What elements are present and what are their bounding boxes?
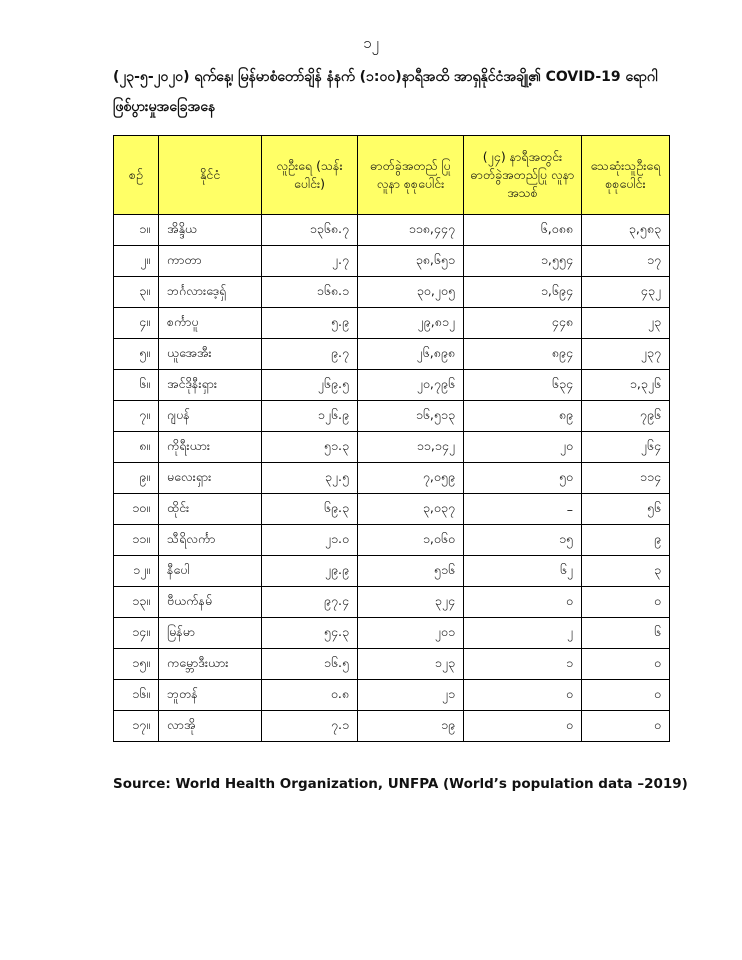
row-new-24h: ၂၀ xyxy=(464,432,582,463)
table-row xyxy=(114,463,670,494)
row-country: အင်ဒိုနီးရှား xyxy=(159,370,262,401)
row-total-deaths: ၀ xyxy=(582,680,670,711)
row-country: လာအို xyxy=(159,711,262,742)
row-total-deaths: ၂၆၄ xyxy=(582,432,670,463)
row-country: ဘင်္ဂလားဒေ့ရှ် xyxy=(159,277,262,308)
row-new-24h: ၁၅ xyxy=(464,525,582,556)
row-population: ၂၆၉.၅ xyxy=(262,370,358,401)
row-total-confirmed: ၂၁ xyxy=(358,680,464,711)
table-row xyxy=(114,308,670,339)
row-new-24h: ၈၉ xyxy=(464,401,582,432)
row-country: ထိုင်း xyxy=(159,494,262,525)
row-population: ၁၂၆.၉ xyxy=(262,401,358,432)
table-row xyxy=(114,277,670,308)
row-new-24h: ၀ xyxy=(464,680,582,711)
row-new-24h: ၆၂ xyxy=(464,556,582,587)
row-country: ဘူတန် xyxy=(159,680,262,711)
table-row xyxy=(114,246,670,277)
row-serial: ၁။ xyxy=(114,215,159,246)
row-total-confirmed: ၃၈,၆၅၁ xyxy=(358,246,464,277)
row-total-confirmed: ၂၀၁ xyxy=(358,618,464,649)
header-new-24h: (၂၄) နာရီအတွင်း ဓာတ်ခွဲအတည်ပြု လူနာ အသစ် xyxy=(464,136,582,215)
row-serial: ၉။ xyxy=(114,463,159,494)
row-total-deaths: ၅၆ xyxy=(582,494,670,525)
row-population: ၆၉.၃ xyxy=(262,494,358,525)
row-serial: ၁၃။ xyxy=(114,587,159,618)
document-title: (၂၃-၅-၂၀၂၀) ရက်နေ့၊ မြန်မာစံတော်ချိန် နံနက် (၁:၀၀)နာရီအထိ အာရှနိုင်ငံအချို့၏ COVID-19 ရောဂါ ဖြစ်ပွားမှုအခြေအနေ xyxy=(113,69,658,115)
source-note: Source: World Health Organization, UNFPA (World’s population data –2019) xyxy=(113,776,688,792)
table-row xyxy=(114,618,670,649)
row-total-confirmed: ၅၁၆ xyxy=(358,556,464,587)
row-total-deaths: ၂၃၇ xyxy=(582,339,670,370)
row-total-deaths: ၆ xyxy=(582,618,670,649)
row-serial: ၇။ xyxy=(114,401,159,432)
row-total-confirmed: ၃,၀၃၇ xyxy=(358,494,464,525)
header-country: နိုင်ငံ xyxy=(159,136,262,215)
row-population: ၃၂.၅ xyxy=(262,463,358,494)
row-country: ကိုရီးယား xyxy=(159,432,262,463)
row-country: ကာတာ xyxy=(159,246,262,277)
table-header-row xyxy=(114,136,670,215)
row-total-confirmed: ၁၁၈,၄၄၇ xyxy=(358,215,464,246)
row-serial: ၁၁။ xyxy=(114,525,159,556)
table-row xyxy=(114,649,670,680)
table-row xyxy=(114,339,670,370)
row-new-24h: ၀ xyxy=(464,587,582,618)
table-row xyxy=(114,215,670,246)
row-country: ဗီယက်နမ် xyxy=(159,587,262,618)
row-total-confirmed: ၁၁,၁၄၂ xyxy=(358,432,464,463)
table-row xyxy=(114,432,670,463)
row-total-confirmed: ၁,၀၆၀ xyxy=(358,525,464,556)
row-new-24h: – xyxy=(464,494,582,525)
header-total-deaths: သေဆုံးသူဦးရေ စုစုပေါင်း xyxy=(582,136,670,215)
row-serial: ၁၄။ xyxy=(114,618,159,649)
row-total-confirmed: ၃၂၄ xyxy=(358,587,464,618)
row-population: ၂၁.၀ xyxy=(262,525,358,556)
table-row xyxy=(114,401,670,432)
row-population: ၀.၈ xyxy=(262,680,358,711)
row-total-deaths: ၉ xyxy=(582,525,670,556)
row-total-confirmed: ၁၉ xyxy=(358,711,464,742)
table-body xyxy=(114,215,670,742)
row-population: ၇.၁ xyxy=(262,711,358,742)
row-total-deaths: ၁,၃၂၆ xyxy=(582,370,670,401)
row-serial: ၂။ xyxy=(114,246,159,277)
row-new-24h: ၅၀ xyxy=(464,463,582,494)
row-population: ၁၆.၅ xyxy=(262,649,358,680)
row-new-24h: ၁,၆၉၄ xyxy=(464,277,582,308)
covid-data-table xyxy=(113,135,670,742)
table-row xyxy=(114,525,670,556)
row-population: ၅၁.၃ xyxy=(262,432,358,463)
row-country: မလေးရှား xyxy=(159,463,262,494)
row-country: နီပေါ xyxy=(159,556,262,587)
row-serial: ၁၆။ xyxy=(114,680,159,711)
row-total-deaths: ၀ xyxy=(582,711,670,742)
row-serial: ၈။ xyxy=(114,432,159,463)
row-population: ၂.၇ xyxy=(262,246,358,277)
row-total-confirmed: ၇,၀၅၉ xyxy=(358,463,464,494)
table-row xyxy=(114,680,670,711)
row-serial: ၁၅။ xyxy=(114,649,159,680)
row-total-deaths: ၃,၅၈၃ xyxy=(582,215,670,246)
header-population: လူဦးရေ (သန်းပေါင်း) xyxy=(262,136,358,215)
table-row xyxy=(114,556,670,587)
row-country: အိန္ဒိယ xyxy=(159,215,262,246)
row-country: စင်္ကာပူ xyxy=(159,308,262,339)
row-new-24h: ၁,၅၅၄ xyxy=(464,246,582,277)
row-total-confirmed: ၂၀,၇၉၆ xyxy=(358,370,464,401)
row-serial: ၅။ xyxy=(114,339,159,370)
row-new-24h: ၀ xyxy=(464,711,582,742)
row-country: ကမ္ဘောဒီးယား xyxy=(159,649,262,680)
row-total-confirmed: ၁၆,၅၁၃ xyxy=(358,401,464,432)
row-serial: ၁၀။ xyxy=(114,494,159,525)
row-new-24h: ၆,၀၈၈ xyxy=(464,215,582,246)
table-row xyxy=(114,587,670,618)
row-country: သီရိလင်္ကာ xyxy=(159,525,262,556)
row-total-confirmed: ၂၉,၈၁၂ xyxy=(358,308,464,339)
row-total-deaths: ၂၃ xyxy=(582,308,670,339)
row-population: ၂၉.၉ xyxy=(262,556,358,587)
table-row xyxy=(114,370,670,401)
row-serial: ၁၂။ xyxy=(114,556,159,587)
row-serial: ၆။ xyxy=(114,370,159,401)
row-total-deaths: ၄၃၂ xyxy=(582,277,670,308)
row-new-24h: ၁ xyxy=(464,649,582,680)
header-serial: စဉ် xyxy=(114,136,159,215)
row-total-confirmed: ၁၂၃ xyxy=(358,649,464,680)
table-row xyxy=(114,711,670,742)
row-country: ယူအေအီး xyxy=(159,339,262,370)
row-population: ၉.၇ xyxy=(262,339,358,370)
row-total-confirmed: ၂၆,၈၉၈ xyxy=(358,339,464,370)
row-population: ၉၇.၄ xyxy=(262,587,358,618)
row-serial: ၄။ xyxy=(114,308,159,339)
row-population: ၅.၉ xyxy=(262,308,358,339)
row-total-deaths: ၃ xyxy=(582,556,670,587)
row-country: ဂျပန် xyxy=(159,401,262,432)
row-total-deaths: ၁၁၄ xyxy=(582,463,670,494)
row-population: ၅၄.၃ xyxy=(262,618,358,649)
row-serial: ၃။ xyxy=(114,277,159,308)
row-total-deaths: ၁၇ xyxy=(582,246,670,277)
row-population: ၁၃၆၈.၇ xyxy=(262,215,358,246)
row-total-deaths: ၀ xyxy=(582,649,670,680)
row-serial: ၁၇။ xyxy=(114,711,159,742)
row-total-confirmed: ၃၀,၂၀၅ xyxy=(358,277,464,308)
table-row xyxy=(114,494,670,525)
row-new-24h: ၈၉၄ xyxy=(464,339,582,370)
row-country: မြန်မာ xyxy=(159,618,262,649)
header-total-confirmed: ဓာတ်ခွဲအတည် ပြု လူနာ စုစုပေါင်း xyxy=(358,136,464,215)
row-new-24h: ၄၄၈ xyxy=(464,308,582,339)
row-total-deaths: ၇၉၆ xyxy=(582,401,670,432)
row-new-24h: ၆၃၄ xyxy=(464,370,582,401)
row-total-deaths: ၀ xyxy=(582,587,670,618)
row-new-24h: ၂ xyxy=(464,618,582,649)
page-number: ၁၂ xyxy=(363,34,379,52)
row-population: ၁၆၈.၁ xyxy=(262,277,358,308)
